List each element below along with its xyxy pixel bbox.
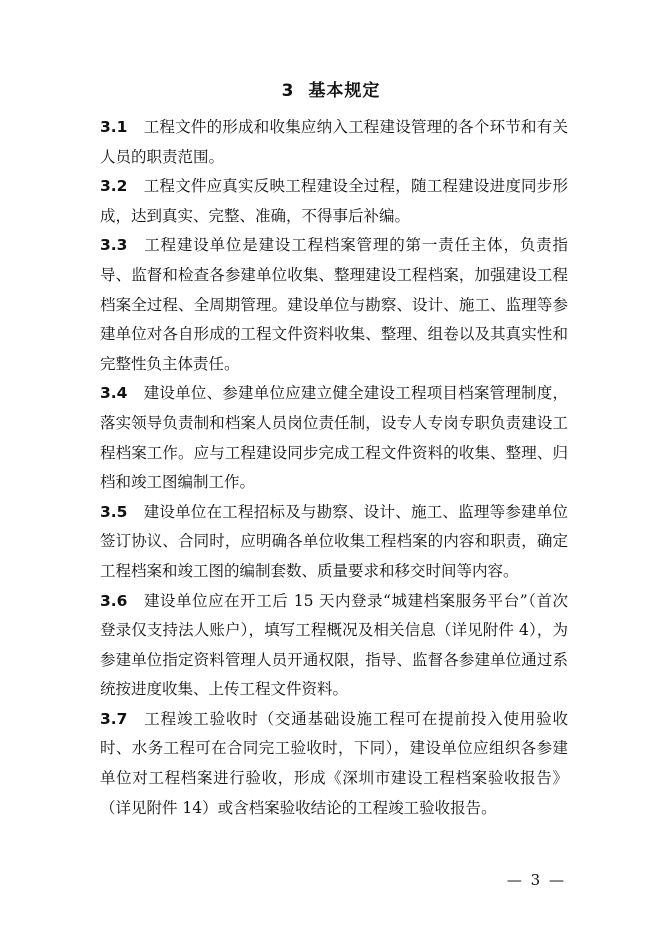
clause-3-1	[100, 113, 568, 172]
clause-number: 3.6	[100, 591, 128, 610]
section-title	[0, 78, 662, 104]
clause-3-6	[100, 587, 568, 705]
clause-3-4	[100, 379, 568, 497]
clause-3-7	[100, 705, 568, 823]
clause-number: 3.2	[100, 177, 128, 196]
clause-number: 3.3	[100, 236, 128, 255]
clause-text: 工程建设单位是建设工程档案管理的第一责任主体，负责指导、监督和检查各参建单位收集、整理建设工程档案，加强建设工程档案全过程、全周期管理。建设单位与勘察、设计、施工、监理等参建单位对各自形成的工程文件资料收集、整理、组卷以及其真实性和完整性负主体责任。	[100, 236, 568, 373]
page-number: — 3 —	[506, 871, 566, 889]
clause-number: 3.4	[100, 384, 128, 403]
section-number: 3	[281, 81, 295, 101]
clause-number: 3.5	[100, 502, 128, 521]
clause-number: 3.1	[100, 118, 128, 136]
clause-3-5	[100, 498, 568, 587]
clause-text: 工程文件应真实反映工程建设全过程，随工程建设进度同步形成，达到真实、完整、准确，不得事后补编。	[100, 177, 568, 225]
clause-text: 建设单位在工程招标及与勘察、设计、施工、监理等参建单位签订协议、合同时，应明确各单位收集工程档案的内容和职责，确定工程档案和竣工图的编制套数、质量要求和移交时间等内容。	[100, 502, 568, 580]
clause-text: 工程文件的形成和收集应纳入工程建设管理的各个环节和有关人员的职责范围。	[100, 118, 568, 166]
clause-text: 工程竣工验收时（交通基础设施工程可在提前投入使用验收时、水务工程可在合同完工验收时，下同），建设单位应组织各参建单位对工程档案进行验收，形成《深圳市建设工程档案验收报告》（详见附件 14）或含档案验收结论的工程竣工验收报告。	[100, 709, 568, 817]
section-title-text: 基本规定	[308, 81, 381, 101]
clause-3-2	[100, 172, 568, 231]
clause-text: 建设单位应在开工后 15 天内登录“城建档案服务平台”（首次登录仅支持法人账户），填写工程概况及相关信息（详见附件 4），为参建单位指定资料管理人员开通权限，指导、监督各参建单位通过系统按进度收集、上传工程文件资料。	[100, 591, 568, 699]
clause-text: 建设单位、参建单位应建立健全建设工程项目档案管理制度，落实领导负责制和档案人员岗位责任制，设专人专岗专职负责建设工程档案工作。应与工程建设同步完成工程文件资料的收集、整理、归档和竣工图编制工作。	[100, 384, 568, 492]
clause-3-3	[100, 231, 568, 379]
clause-list	[100, 113, 568, 823]
clause-number: 3.7	[100, 709, 128, 728]
